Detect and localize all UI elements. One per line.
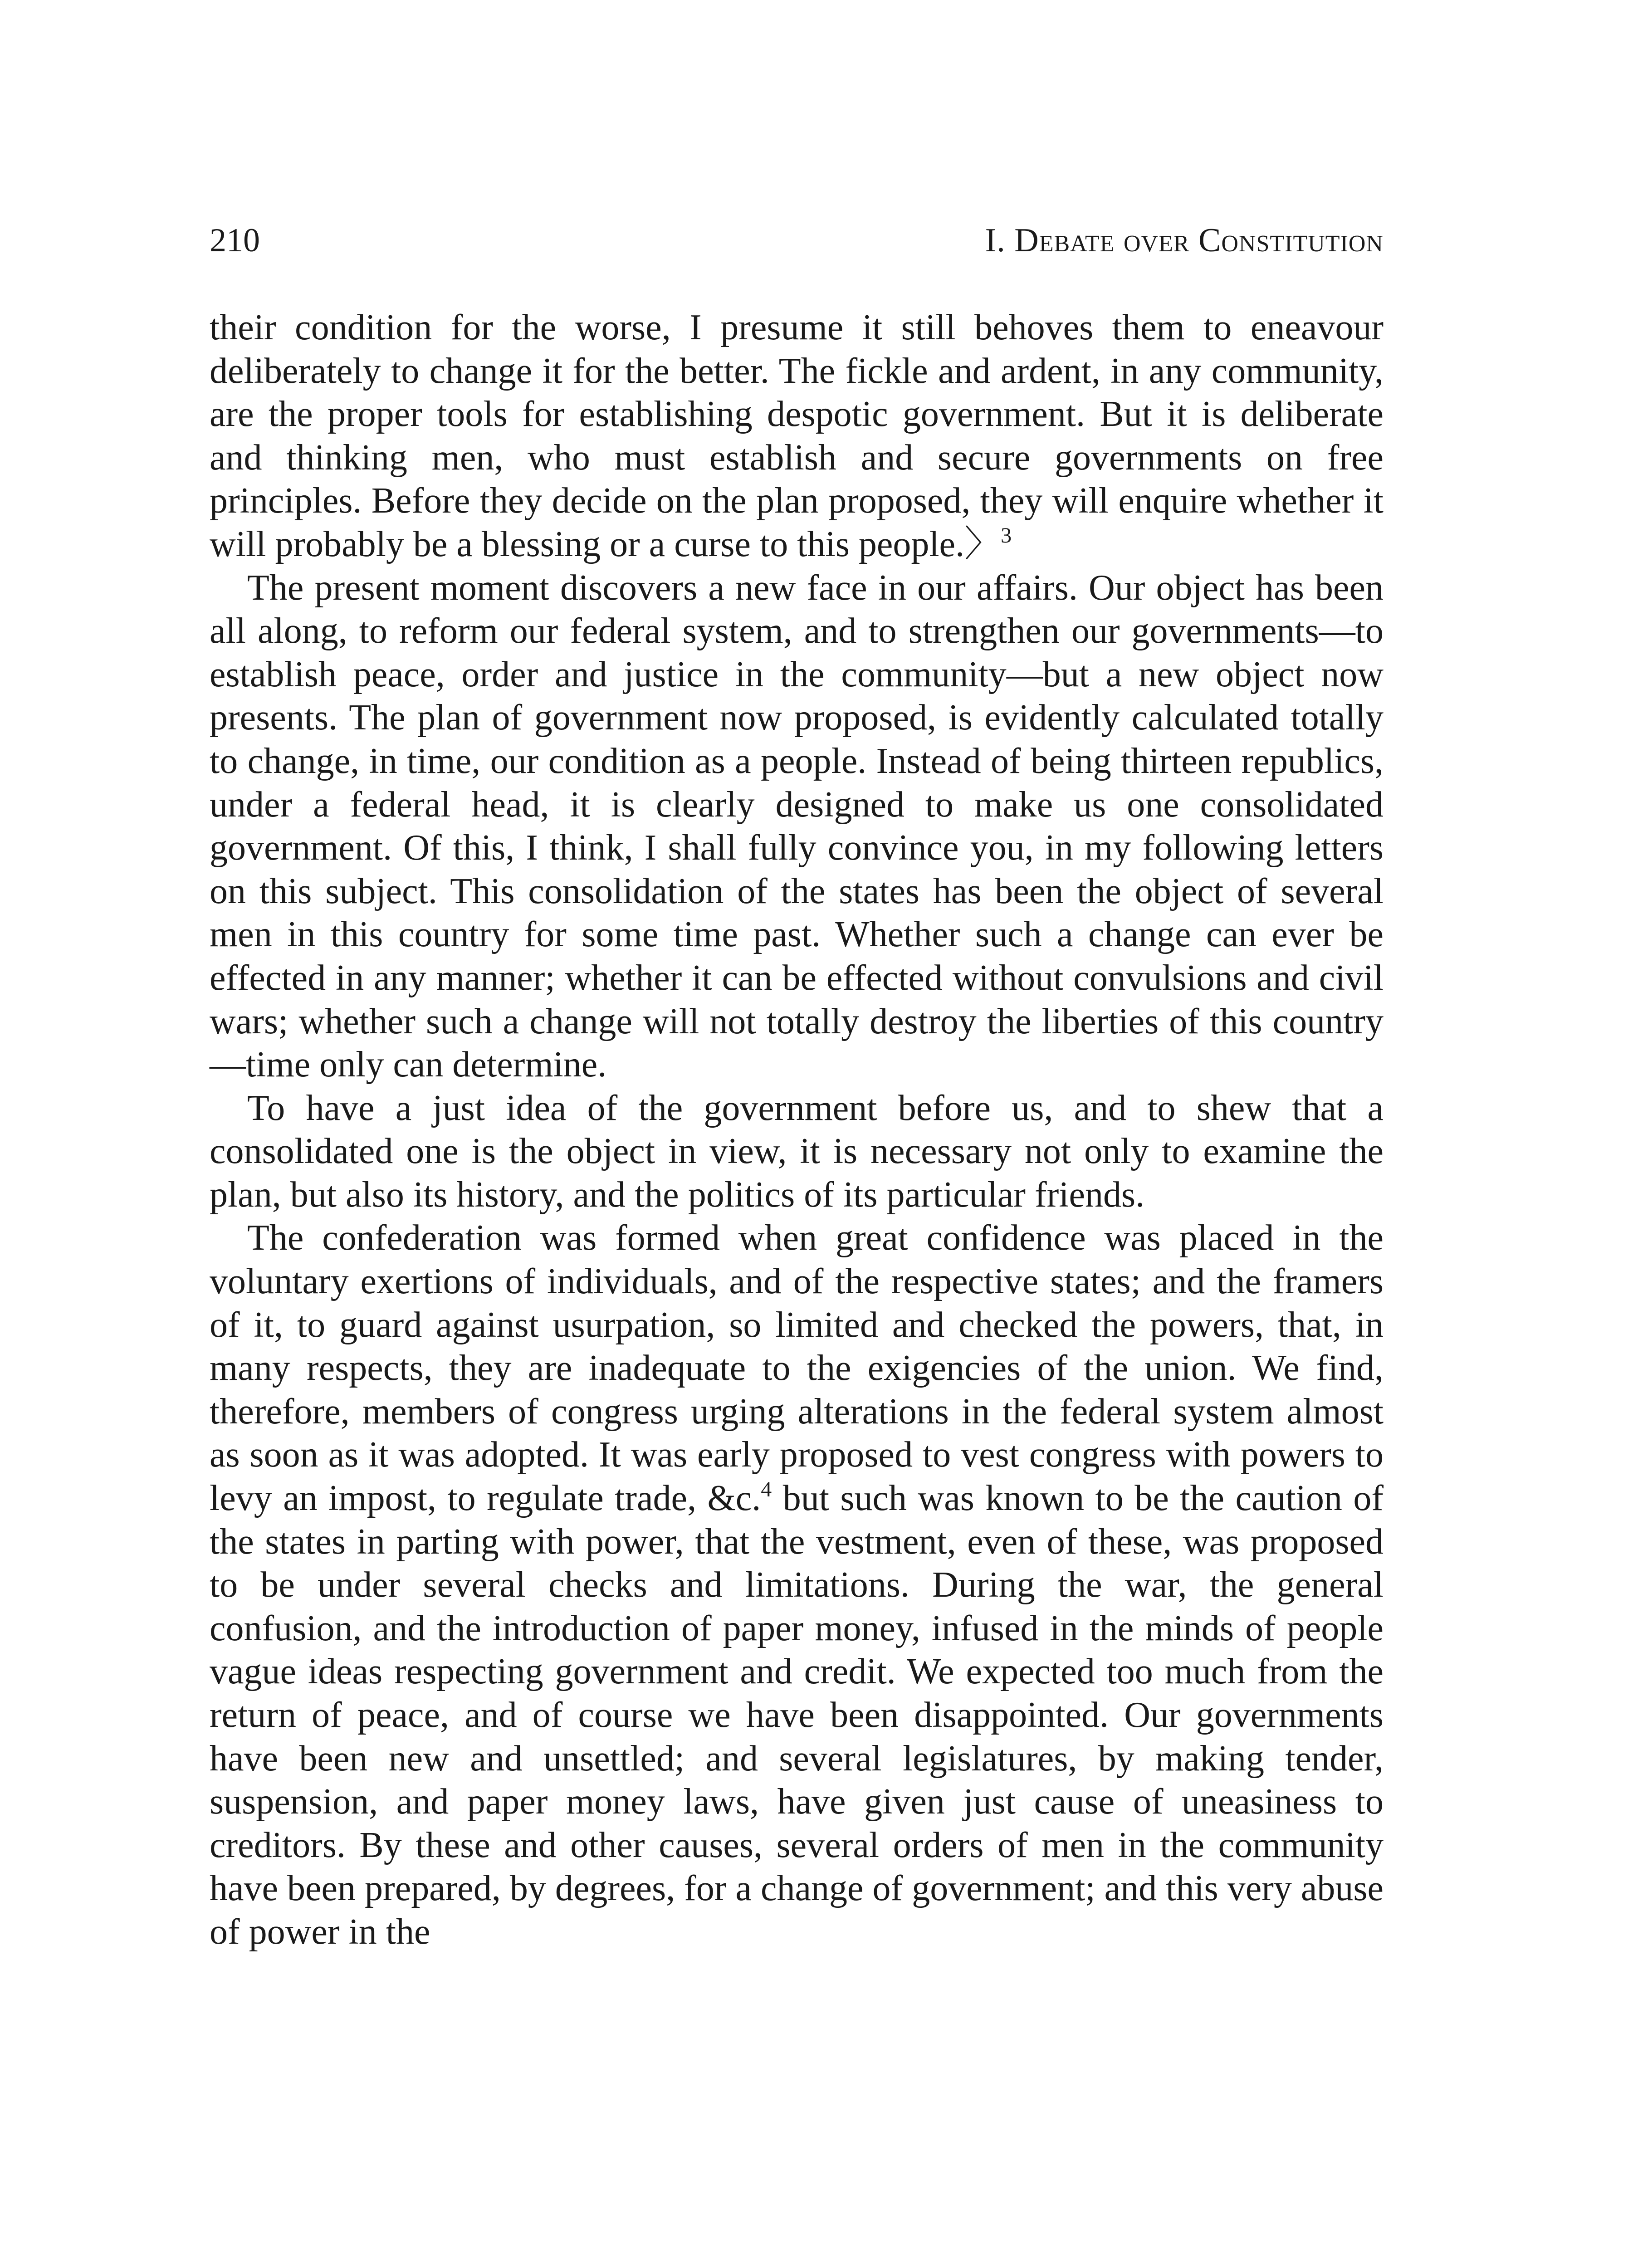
footnote-marker: 4 [761, 1477, 772, 1502]
paragraph-4 [210, 1217, 1384, 1954]
paragraph-3 [210, 1087, 1384, 1217]
running-head [210, 220, 1384, 261]
paragraph-text-continued: but such was known to be the caution of the states in parting with power, that the vestment, even of these, was proposed to be under several checks and limitations. During the war, the general confusion, and the introduction of paper money, infused in the minds of people vague ideas respecting government and credit. We expected too much from the return of peace, and of course we have been disappointed. Our governments have been new and unsettled; and several legislatures, by making tender, suspension, and paper money laws, have given just cause of uneasiness to creditors. By these and other causes, several orders of men in the community have been prepared, by degrees, for a change of government; and this very abuse of power in the [210, 1478, 1384, 1952]
paragraph-text: their condition for the worse, I presume it still behoves them to eneavour deliberately to change it for the better. The fickle and ardent, in any community, are the proper tools for establishing despotic government. But it is deliberate and thinking men, who must establish and secure governments on free principles. Before they decide on the plan proposed, they will enquire whether it will probably be a blessing or a curse to this people.〉 [210, 308, 1384, 564]
section-title: I. Debate over Constitution [985, 222, 1384, 259]
footnote-marker: 3 [1001, 523, 1012, 547]
paragraph-2 [210, 567, 1384, 1087]
body-text [210, 306, 1384, 1954]
page-number: 210 [210, 222, 260, 259]
paragraph-1 [210, 306, 1384, 567]
paragraph-text: The present moment discovers a new face in our affairs. Our object has been all along, to reform our federal system, and to strengthen our governments—to establish peace, order and justice in the community—but a new object now presents. The plan of government now proposed, is evidently calculated totally to change, in time, our condition as a people. Instead of being thirteen republics, under a federal head, it is clearly designed to make us one consolidated government. Of this, I think, I shall fully convince you, in my following letters on this subject. This consolidation of the states has been the object of several men in this country for some time past. Whether such a change can ever be effected in any manner; whether it can be effected without convulsions and civil wars; whether such a change will not totally destroy the liberties of this country—time only can determine. [210, 567, 1384, 1085]
paragraph-text: The confederation was formed when great confidence was placed in the voluntary exertions of individuals, and of the respective states; and the framers of it, to guard against usurpation, so limited and checked the powers, that, in many respects, they are inadequate to the exigencies of the union. We find, therefore, members of congress urging alterations in the federal system almost as soon as it was adopted. It was early proposed to vest congress with powers to levy an impost, to regulate trade, &c. [210, 1218, 1384, 1519]
paragraph-text: To have a just idea of the government before us, and to shew that a consolidated one is the object in view, it is necessary not only to examine the plan, but also its history, and the politics of its particular friends. [210, 1088, 1384, 1215]
